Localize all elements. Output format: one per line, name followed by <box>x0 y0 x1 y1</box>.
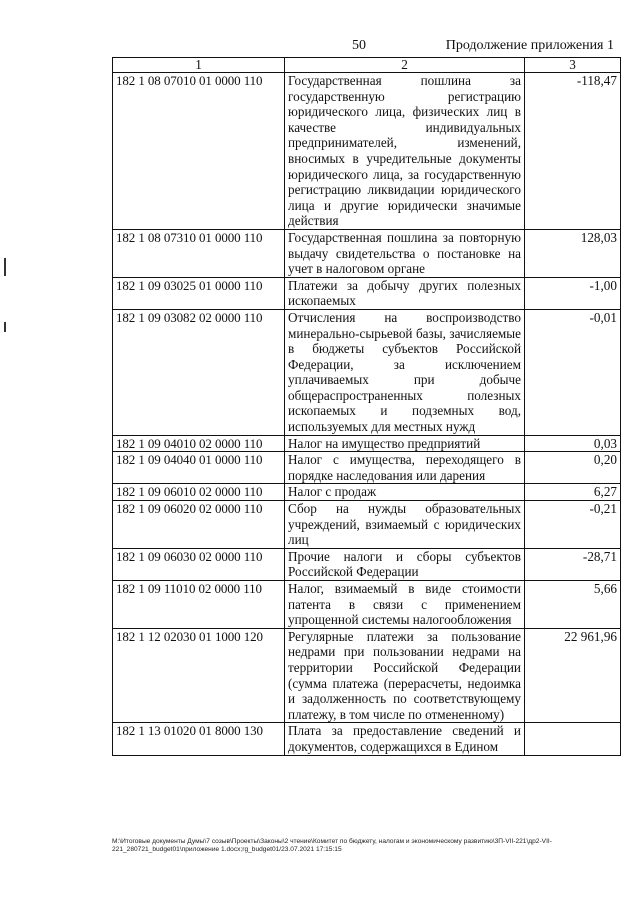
table-row <box>113 548 621 580</box>
amount-cell: 6,27 <box>525 484 621 501</box>
description-cell: Сбор на нужды образовательных учреждений, взимаемый с юридических лиц <box>285 501 525 549</box>
amount-cell <box>525 723 621 755</box>
column-header: 2 <box>285 58 525 73</box>
amount-cell: -118,47 <box>525 73 621 230</box>
table-row <box>113 452 621 484</box>
budget-code-cell: 182 1 08 07310 01 0000 110 <box>113 229 285 277</box>
budget-code-cell: 182 1 13 01020 01 8000 130 <box>113 723 285 755</box>
amount-cell: 0,03 <box>525 435 621 452</box>
budget-code-cell: 182 1 09 04040 01 0000 110 <box>113 452 285 484</box>
description-cell: Регулярные платежи за пользование недрами при пользовании недрами на территории Российской Федерации (сумма платежа (перерасчеты, недоимка и задолженность по соответствующему платежу, в том числе по отмененному) <box>285 628 525 723</box>
table-row <box>113 581 621 629</box>
budget-code-cell: 182 1 09 06020 02 0000 110 <box>113 501 285 549</box>
budget-table <box>112 57 621 756</box>
table-row <box>113 435 621 452</box>
table-row <box>113 277 621 309</box>
description-cell: Налог, взимаемый в виде стоимости патента в связи с применением упрощенной системы налогообложения <box>285 581 525 629</box>
description-cell: Государственная пошлина за государственную регистрацию юридического лица, физических лиц в качестве индивидуальных предпринимателей, изменений, вносимых в учредительные документы юридического лица, за государственную регистрацию ликвидации юридического лица и другие юридически значимые действия <box>285 73 525 230</box>
table-row <box>113 723 621 755</box>
description-cell: Отчисления на воспроизводство минерально-сырьевой базы, зачисляемые в бюджеты субъектов Российской Федерации, за исключением уплачиваемых при добыче общераспространенных полезных ископаемых и подземных вод, используемых для местных нужд <box>285 309 525 435</box>
description-cell: Прочие налоги и сборы субъектов Российской Федерации <box>285 548 525 580</box>
document-path-footer: M:\Итоговые документы Думы\7 созыв\Проекты\Законы\2 чтение\Комитет по бюджету, налогам и экономическому развитию\3П-VII-221\др2-VII-221_280721_budget01\приложение 1.docx;rg_budget01/23.07.2021 17:15:15 <box>112 838 552 854</box>
amount-cell: 128,03 <box>525 229 621 277</box>
table-header-row <box>113 58 621 73</box>
budget-code-cell: 182 1 09 03025 01 0000 110 <box>113 277 285 309</box>
column-header: 1 <box>113 58 285 73</box>
amount-cell: 22 961,96 <box>525 628 621 723</box>
amount-cell: -1,00 <box>525 277 621 309</box>
column-header: 3 <box>525 58 621 73</box>
table-row <box>113 501 621 549</box>
table-row <box>113 73 621 230</box>
description-cell: Плата за предоставление сведений и документов, содержащихся в Едином <box>285 723 525 755</box>
amount-cell: -0,01 <box>525 309 621 435</box>
amount-cell: 5,66 <box>525 581 621 629</box>
description-cell: Платежи за добычу других полезных ископаемых <box>285 277 525 309</box>
budget-code-cell: 182 1 08 07010 01 0000 110 <box>113 73 285 230</box>
table-row <box>113 229 621 277</box>
budget-code-cell: 182 1 12 02030 01 1000 120 <box>113 628 285 723</box>
budget-code-cell: 182 1 09 11010 02 0000 110 <box>113 581 285 629</box>
table-row <box>113 484 621 501</box>
description-cell: Государственная пошлина за повторную выдачу свидетельства о постановке на учет в налоговом органе <box>285 229 525 277</box>
table-body <box>113 73 621 756</box>
table-row <box>113 628 621 723</box>
description-cell: Налог с имущества, переходящего в порядке наследования или дарения <box>285 452 525 484</box>
amount-cell: -28,71 <box>525 548 621 580</box>
page-number: 50 <box>352 38 366 53</box>
scan-edge-mark <box>4 322 6 332</box>
budget-code-cell: 182 1 09 06010 02 0000 110 <box>113 484 285 501</box>
scan-edge-mark <box>4 258 6 276</box>
amount-cell: 0,20 <box>525 452 621 484</box>
budget-code-cell: 182 1 09 06030 02 0000 110 <box>113 548 285 580</box>
budget-code-cell: 182 1 09 03082 02 0000 110 <box>113 309 285 435</box>
description-cell: Налог с продаж <box>285 484 525 501</box>
table-row <box>113 309 621 435</box>
description-cell: Налог на имущество предприятий <box>285 435 525 452</box>
amount-cell: -0,21 <box>525 501 621 549</box>
continuation-label: Продолжение приложения 1 <box>445 38 614 53</box>
budget-code-cell: 182 1 09 04010 02 0000 110 <box>113 435 285 452</box>
